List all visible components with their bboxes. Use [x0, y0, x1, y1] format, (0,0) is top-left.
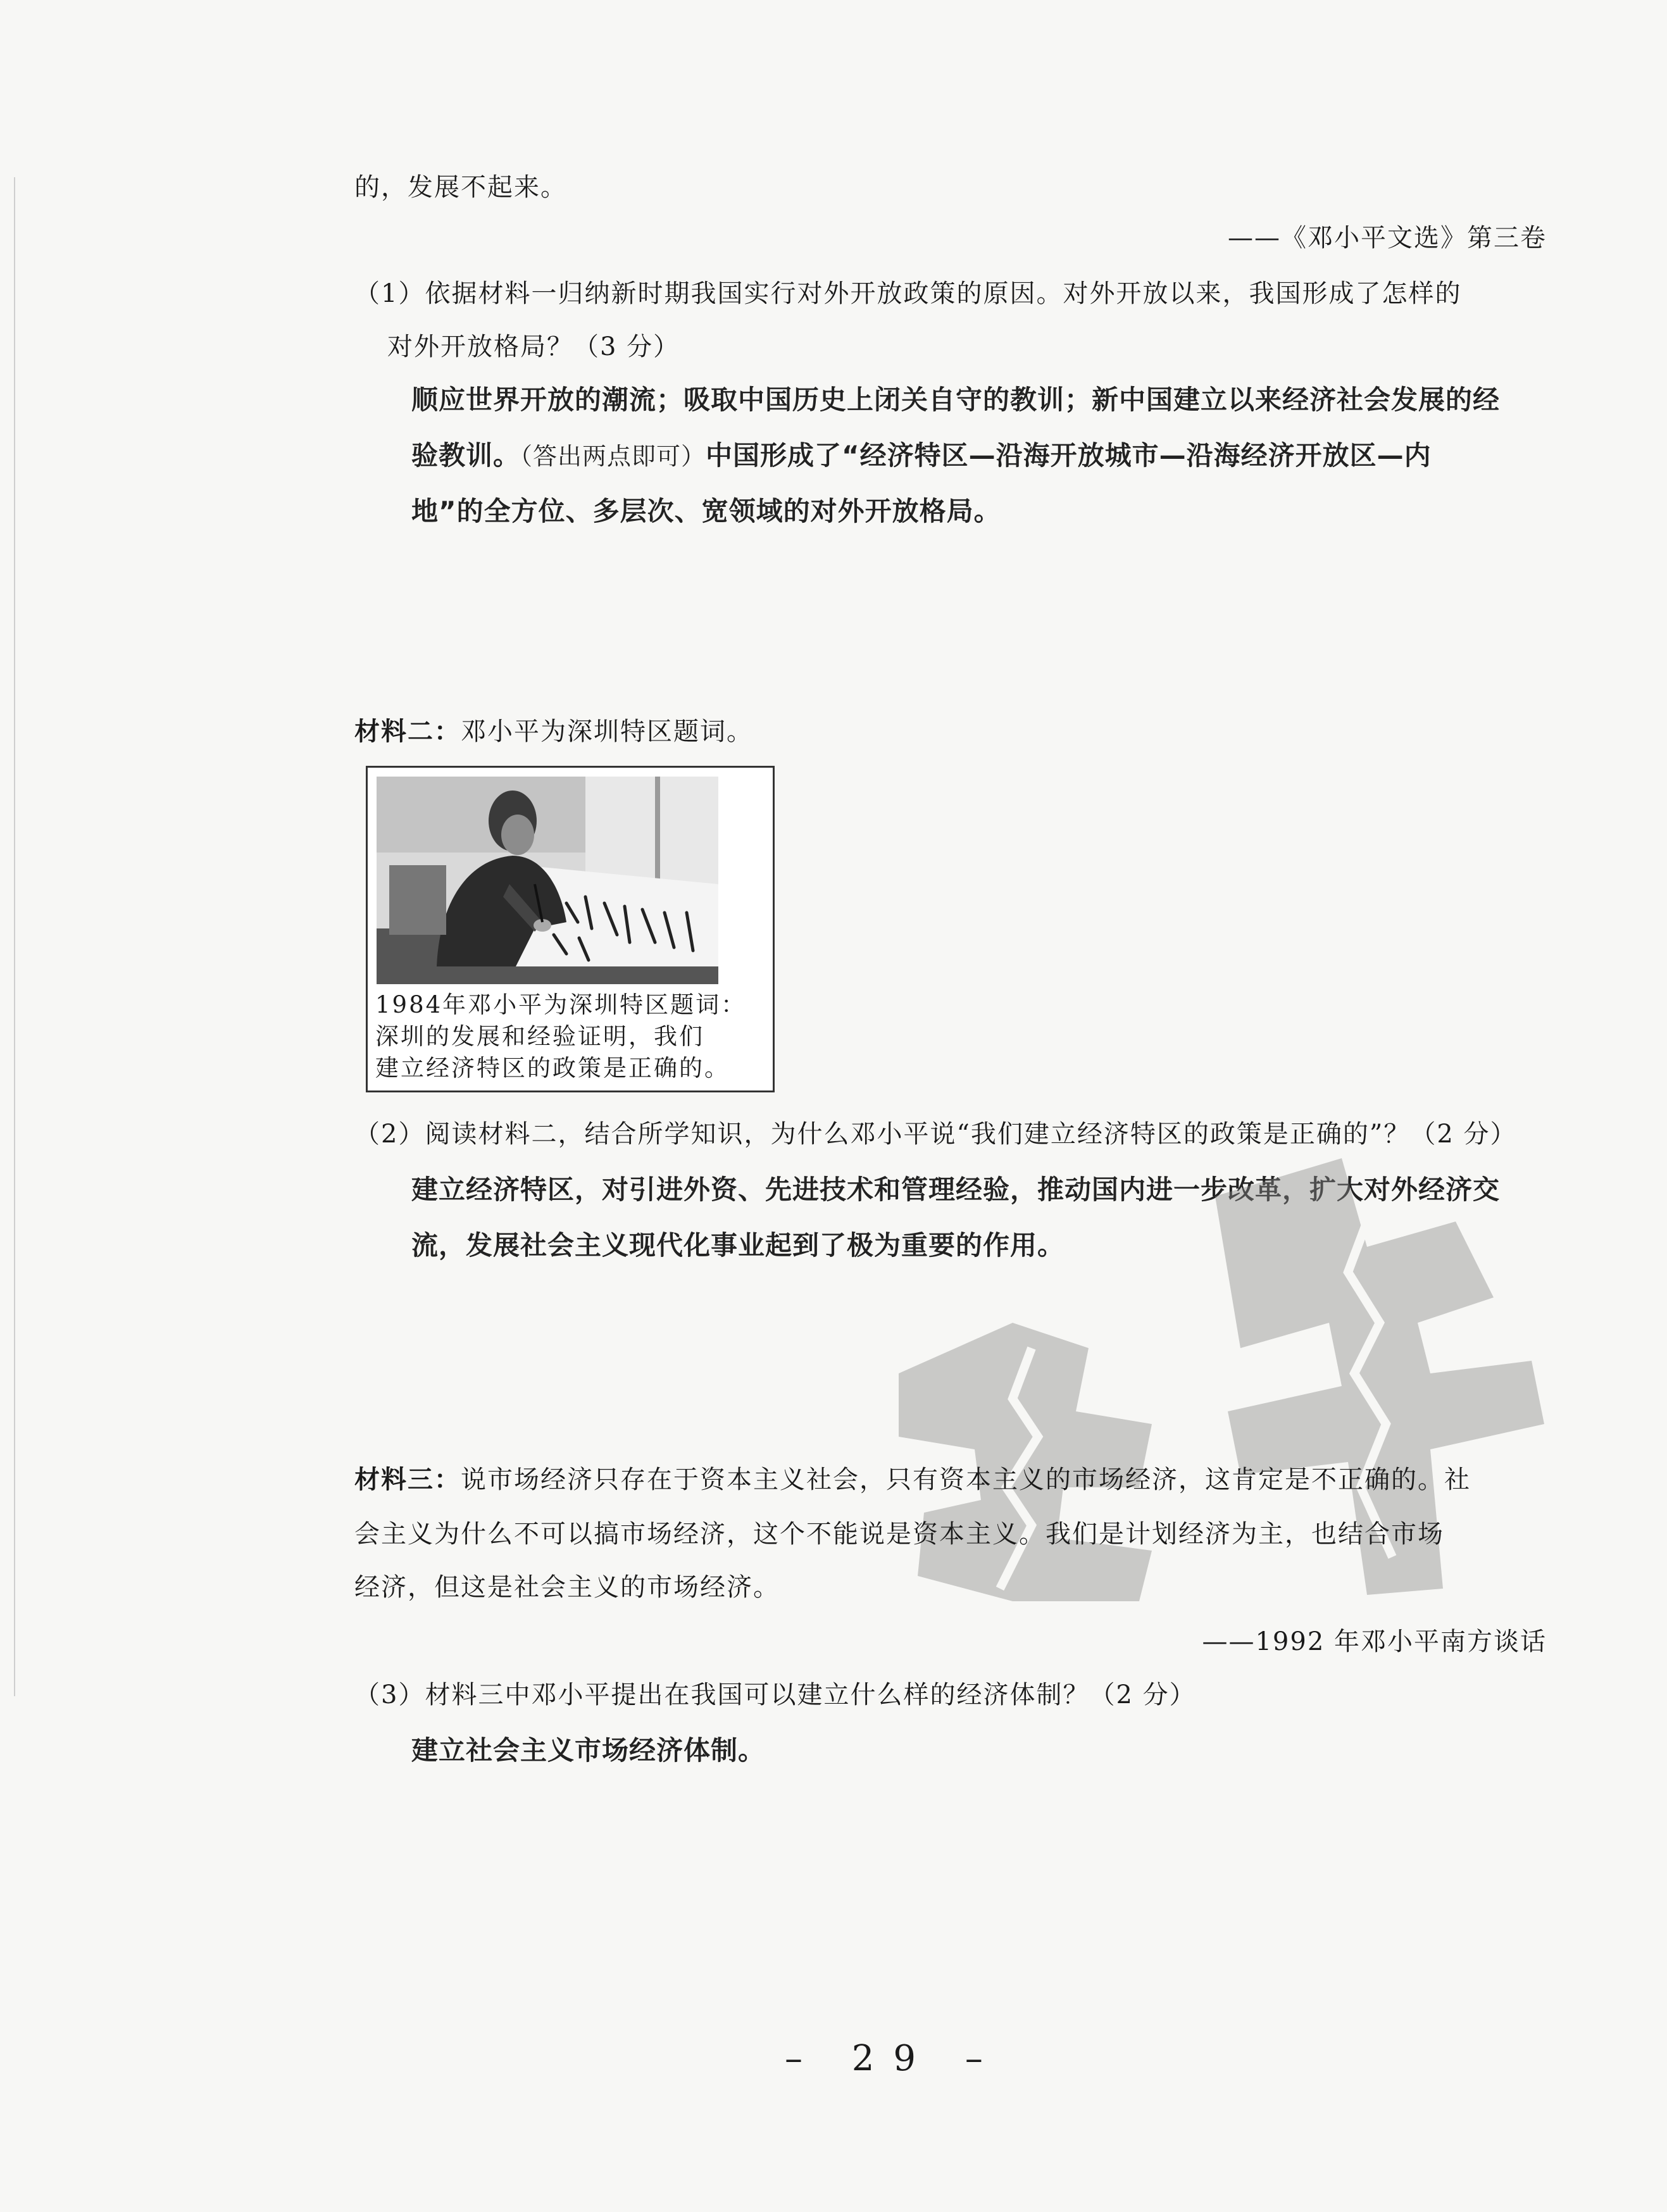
answer-1-line-2-start: 验教训。 [411, 440, 521, 471]
material-two-label: 材料二： [354, 717, 461, 746]
question-2: （2）阅读材料二，结合所学知识，为什么邓小平说“我们建立经济特区的政策是正确的”？（2 分） [354, 1120, 1517, 1149]
material-three-line-2: 会主义为什么不可以搞市场经济，这个不能说是资本主义。我们是计划经济为主，也结合市场 [354, 1520, 1444, 1549]
material-two-line [354, 714, 753, 749]
material-two-text: 邓小平为深圳特区题词。 [461, 717, 753, 746]
answer-1-line-2 [411, 437, 1432, 475]
answer-2-line-2: 流，发展社会主义现代化事业起到了极为重要的作用。 [411, 1230, 1065, 1261]
question-1-line-2: 对外开放格局？（3 分） [387, 332, 680, 361]
photo-caption-line-3: 建立经济特区的政策是正确的。 [375, 1054, 730, 1082]
deng-calligraphy-photo [377, 777, 718, 984]
answer-1-line-2-end: 中国形成了“经济特区—沿海开放城市—沿海经济开放区—内 [706, 440, 1432, 471]
calligraphy-photo-box [366, 766, 775, 1092]
answer-1-note: （答出两点即可） [520, 442, 706, 470]
material-three-text-1: 说市场经济只存在于资本主义社会，只有资本主义的市场经济，这肯定是不正确的。社 [461, 1465, 1471, 1494]
material-three-line-1 [354, 1462, 1471, 1497]
page-number: – 29 – [785, 2038, 1002, 2079]
photo-caption-line-2: 深圳的发展和经验证明，我们 [375, 1023, 704, 1050]
answer-1-line-1: 顺应世界开放的潮流；吸取中国历史上闭关自守的教训；新中国建立以来经济社会发展的经 [411, 384, 1501, 415]
material-one-source: ——《邓小平文选》第三卷 [1228, 223, 1547, 253]
answer-1-line-3: 地”的全方位、多层次、宽领域的对外开放格局。 [411, 496, 1001, 527]
question-3: （3）材料三中邓小平提出在我国可以建立什么样的经济体制？（2 分） [354, 1680, 1196, 1709]
material-three-source: ——1992 年邓小平南方谈话 [1202, 1627, 1547, 1656]
material-one-continuation: 的，发展不起来。 [354, 173, 567, 202]
material-three-line-3: 经济，但这是社会主义的市场经济。 [354, 1573, 780, 1602]
scan-edge-line [14, 177, 15, 1696]
photo-caption-line-1: 1984年邓小平为深圳特区题词： [375, 991, 747, 1018]
question-1-line-1: （1）依据材料一归纳新时期我国实行对外开放政策的原因。对外开放以来，我国形成了怎样的 [354, 279, 1462, 308]
photo-caption [375, 989, 768, 1084]
answer-2-line-1: 建立经济特区，对引进外资、先进技术和管理经验，推动国内进一步改革，扩大对外经济交 [411, 1174, 1501, 1205]
material-three-label: 材料三： [354, 1465, 461, 1494]
answer-3: 建立社会主义市场经济体制。 [411, 1735, 766, 1766]
